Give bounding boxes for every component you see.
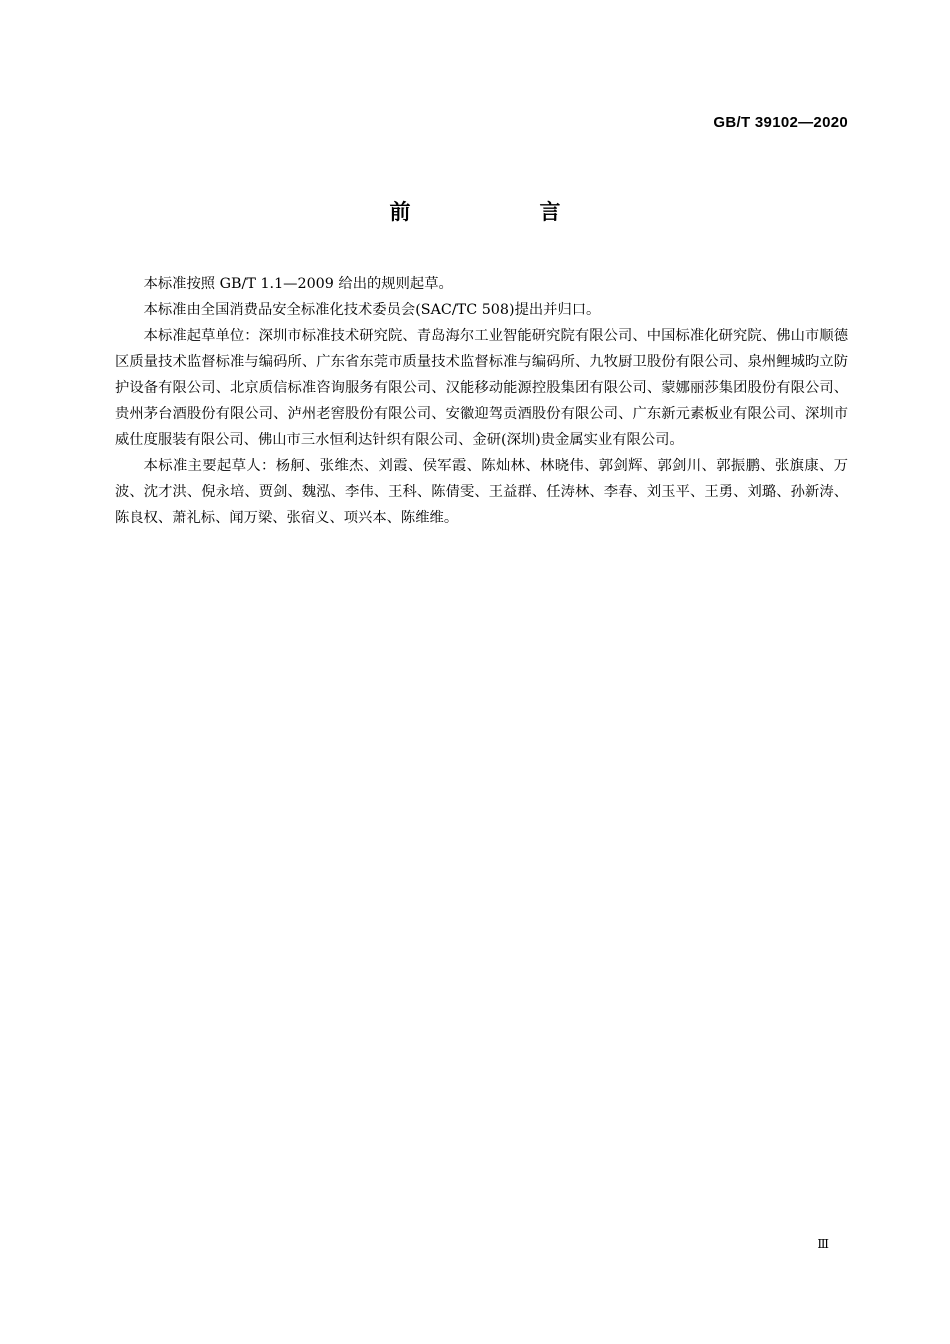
page-number: Ⅲ xyxy=(817,1237,829,1251)
paragraph-drafting-units: 本标准起草单位：深圳市标准技术研究院、青岛海尔工业智能研究院有限公司、中国标准化研究院、佛山市顺德区质量技术监督标准与编码所、广东省东莞市质量技术监督标准与编码所、九牧厨卫股份有限公司、泉州鲤城昀立防护设备有限公司、北京质信标准咨询服务有限公司、汉能移动能源控股集团有限公司、蒙娜丽莎集团股份有限公司、贵州茅台酒股份有限公司、泸州老窖股份有限公司、安徽迎驾贡酒股份有限公司、广东新元素板业有限公司、深圳市威仕度服装有限公司、佛山市三水恒利达针织有限公司、金研(深圳)贵金属实业有限公司。 xyxy=(115,328,848,448)
paragraph-drafting-rules: 本标准按照 GB/T 1.1—2009 给出的规则起草。 xyxy=(143,276,453,292)
paragraph-drafters: 本标准主要起草人：杨舸、张维杰、刘霞、侯军霞、陈灿林、林晓伟、郭剑辉、郭剑川、郭振鹏、张旗康、万波、沈才洪、倪永培、贾剑、魏泓、李伟、王科、陈倩雯、王益群、任涛林、李春、刘玉平、王勇、刘璐、孙新涛、陈良权、萧礼标、闻万梁、张宿义、项兴本、陈维维。 xyxy=(115,458,848,526)
standard-code: GB/T 39102—2020 xyxy=(713,114,848,131)
paragraph-proposer: 本标准由全国消费品安全标准化技术委员会(SAC/TC 508)提出并归口。 xyxy=(143,302,601,318)
section-title: 前 言 xyxy=(389,200,615,224)
foreword-body xyxy=(115,271,848,531)
